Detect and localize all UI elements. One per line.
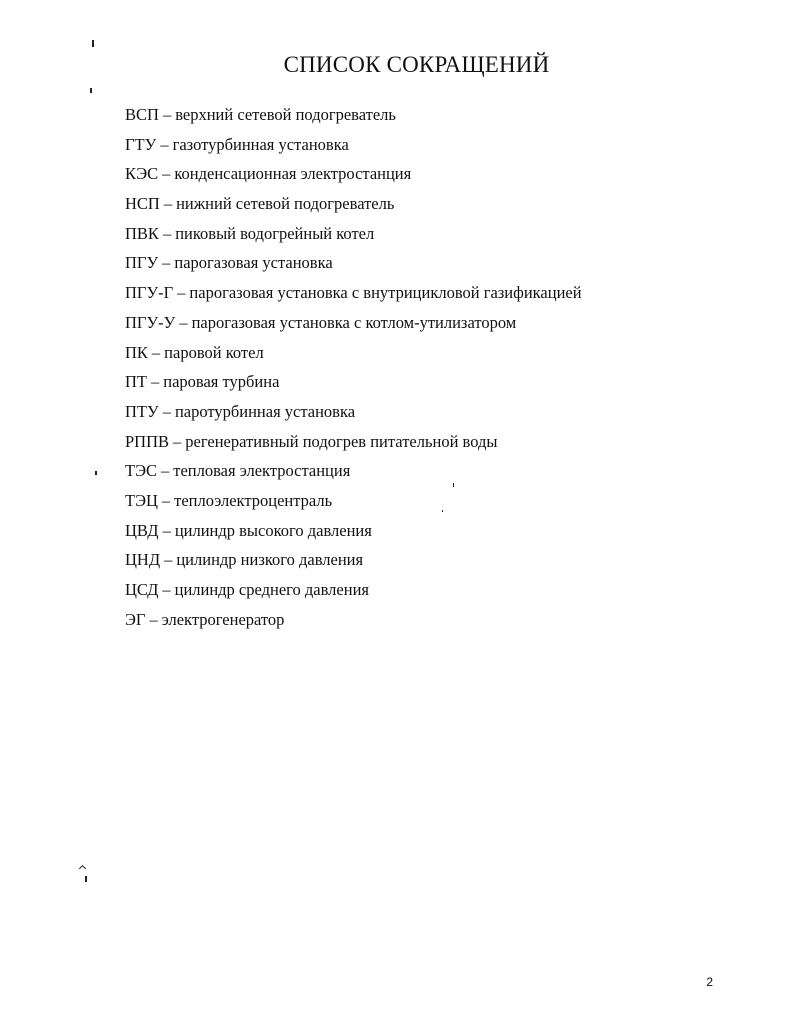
abbreviation-definition: цилиндр высокого давления bbox=[174, 520, 372, 540]
abbreviation-dash: – bbox=[151, 372, 160, 392]
page-number: 2 bbox=[706, 975, 713, 989]
abbreviation-term: РППВ bbox=[125, 431, 170, 451]
abbreviation-entry bbox=[125, 278, 582, 308]
scan-speck bbox=[95, 471, 97, 475]
abbreviation-definition: конденсационная электростанция bbox=[174, 164, 412, 184]
abbreviation-term: ПГУ-Г bbox=[125, 283, 174, 303]
abbreviation-dash: – bbox=[162, 164, 171, 184]
abbreviation-term: ПВК bbox=[125, 223, 159, 243]
abbreviation-dash: – bbox=[162, 520, 171, 540]
abbreviation-term: ПГУ bbox=[125, 253, 159, 273]
abbreviation-definition: нижний сетевой подогреватель bbox=[176, 194, 395, 214]
abbreviation-definition: цилиндр среднего давления bbox=[174, 580, 369, 599]
page-title: СПИСОК СОКРАЩЕНИЙ bbox=[283, 52, 550, 77]
abbreviation-entry bbox=[125, 456, 582, 486]
abbreviation-term: ВСП bbox=[125, 105, 159, 124]
abbreviation-term: ЦВД bbox=[125, 520, 159, 540]
abbreviation-entry bbox=[125, 605, 582, 635]
abbreviation-term: ТЭЦ bbox=[125, 490, 158, 510]
abbreviation-dash: – bbox=[162, 105, 172, 124]
abbreviation-entry bbox=[125, 427, 582, 457]
abbreviation-definition: электрогенератор bbox=[161, 609, 285, 629]
abbreviation-definition: парогазовая установка с котлом-утилизатором bbox=[191, 312, 517, 332]
abbreviation-dash: – bbox=[162, 223, 172, 243]
abbreviation-entry bbox=[125, 130, 582, 160]
abbreviation-definition: газотурбинная установка bbox=[172, 134, 349, 154]
abbreviation-dash: – bbox=[160, 134, 169, 154]
abbreviation-entry bbox=[125, 367, 582, 397]
abbreviation-term: ЦНД bbox=[125, 550, 161, 570]
abbreviation-term: ПТ bbox=[125, 372, 147, 392]
abbreviation-dash: – bbox=[179, 312, 188, 332]
scan-speck bbox=[85, 876, 87, 882]
abbreviation-definition: пиковый водогрейный котел bbox=[175, 223, 375, 243]
abbreviation-term: ПГУ-У bbox=[125, 312, 176, 332]
abbreviation-dash: – bbox=[163, 194, 173, 214]
abbreviation-entry bbox=[125, 516, 582, 546]
abbreviation-definition: паровая турбина bbox=[163, 372, 280, 392]
abbreviation-entry bbox=[125, 486, 582, 516]
abbreviation-entry bbox=[125, 545, 582, 575]
scan-speck bbox=[79, 865, 86, 872]
abbreviation-dash: – bbox=[164, 550, 173, 570]
abbreviation-entry bbox=[125, 189, 582, 219]
abbreviation-entry bbox=[125, 159, 582, 189]
abbreviation-term: КЭС bbox=[125, 164, 159, 184]
abbreviation-term: ЭГ bbox=[125, 609, 146, 629]
abbreviation-term: НСП bbox=[125, 194, 160, 214]
abbreviation-dash: – bbox=[151, 342, 161, 362]
abbreviation-list bbox=[125, 100, 582, 634]
abbreviation-term: ПК bbox=[125, 342, 148, 362]
abbreviation-definition: цилиндр низкого давления bbox=[176, 550, 364, 570]
abbreviation-entry bbox=[125, 100, 582, 130]
abbreviation-definition: верхний сетевой подогреватель bbox=[175, 105, 396, 124]
abbreviation-dash: – bbox=[162, 401, 171, 421]
abbreviation-dash: – bbox=[160, 461, 170, 481]
abbreviation-entry bbox=[125, 308, 582, 338]
abbreviation-entry bbox=[125, 248, 582, 278]
abbreviation-dash: – bbox=[162, 253, 171, 273]
abbreviation-definition: паротурбинная установка bbox=[174, 401, 356, 421]
abbreviation-entry bbox=[125, 397, 582, 427]
abbreviation-entry bbox=[125, 219, 582, 249]
abbreviation-definition: теплоэлектроцентраль bbox=[174, 490, 333, 510]
scan-speck bbox=[90, 88, 92, 93]
abbreviation-dash: – bbox=[162, 580, 171, 599]
abbreviation-definition: тепловая электростанция bbox=[173, 461, 351, 481]
abbreviation-entry bbox=[125, 575, 582, 605]
abbreviation-dash: – bbox=[177, 283, 186, 303]
abbreviation-term: ЦСД bbox=[125, 580, 159, 599]
scan-speck bbox=[92, 40, 94, 47]
abbreviation-definition: регенеративный подогрев питательной воды bbox=[185, 431, 498, 451]
abbreviation-dash: – bbox=[173, 431, 182, 451]
abbreviation-dash: – bbox=[149, 609, 158, 629]
abbreviation-term: ГТУ bbox=[125, 134, 157, 154]
abbreviation-definition: парогазовая установка с внутрицикловой газификацией bbox=[189, 283, 582, 303]
abbreviation-term: ПТУ bbox=[125, 401, 159, 421]
abbreviation-dash: – bbox=[161, 490, 171, 510]
abbreviation-definition: паровой котел bbox=[164, 342, 264, 362]
abbreviation-entry bbox=[125, 338, 582, 368]
abbreviation-definition: парогазовая установка bbox=[174, 253, 333, 273]
abbreviation-term: ТЭС bbox=[125, 461, 157, 481]
